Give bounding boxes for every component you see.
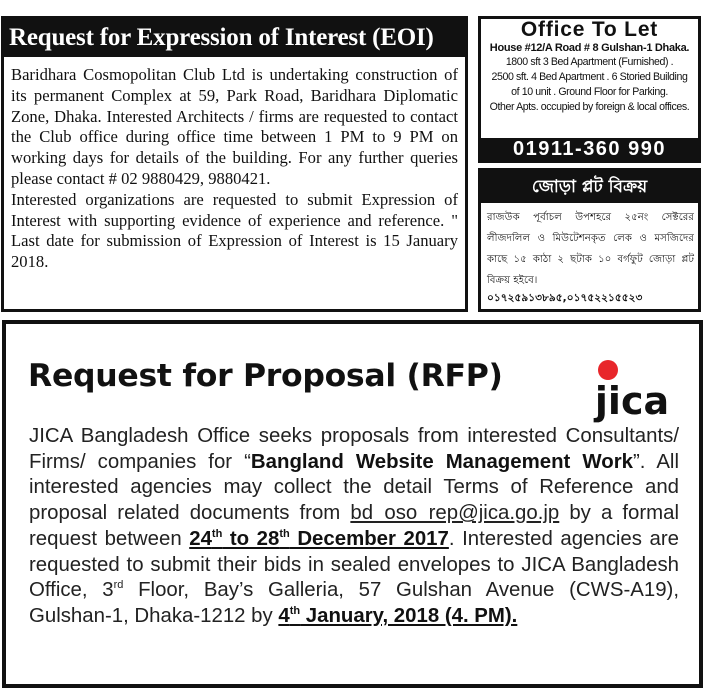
rfp-deadline-suffix: th	[289, 604, 301, 617]
office-detail-3: of 10 unit . Ground Floor for Parking.	[511, 86, 668, 98]
eoi-notice	[1, 16, 468, 312]
rfp-floor-suffix: rd	[113, 579, 124, 592]
rfp-notice	[2, 320, 703, 688]
rfp-start-day: 24	[189, 527, 212, 550]
jica-logo	[582, 344, 682, 426]
rfp-email-link[interactable]: bd_oso_rep@jica.go.jp	[350, 502, 560, 525]
office-detail-1: 1800 sft 3 Bed Apartment (Furnished) .	[505, 56, 674, 68]
rfp-date-range	[189, 528, 449, 550]
rfp-title: Request for Proposal (RFP)	[28, 358, 503, 394]
rfp-body	[29, 424, 679, 630]
rfp-to-text: to 28	[222, 527, 280, 550]
eoi-paragraph-2: Interested organizations are requested to submit Expression of Interest with supporting evidence of experience and reference. " Last date for submission of Expression of Interest is 15 January 2018.	[11, 189, 458, 272]
jica-logo-text: jica	[594, 379, 670, 423]
office-to-let-title: Office To Let	[520, 18, 659, 41]
rfp-text-5: Floor, Bay’s Galleria, 57 Gulshan Avenue (CWS-A19), Gulshan-1, Dhaka-1212 by	[29, 579, 679, 627]
office-detail-4: Other Apts. occupied by foreign & local offices.	[489, 101, 690, 113]
rfp-intro: JICA Bangladesh Office seeks proposals from interested Consultants/ Firms/ companies for “	[29, 425, 679, 473]
rfp-project-name: Bangland Website Management Work	[250, 450, 633, 473]
plot-sale-phones: ০১৭২৫৯১৩৮৯৫,০১৭৫২২১৫৫২৩	[487, 292, 643, 304]
plot-sale-ad	[478, 168, 701, 312]
rfp-deadline	[278, 605, 517, 627]
rfp-start-suffix: th	[211, 527, 223, 540]
office-detail-2: 2500 sft. 4 Bed Apartment . 6 Storied Building	[491, 71, 688, 83]
office-address: House #12/A Road # 8 Gulshan-1 Dhaka.	[489, 42, 690, 54]
eoi-title: Request for Expression of Interest (EOI)	[4, 19, 465, 57]
eoi-paragraph-1: Baridhara Cosmopolitan Club Ltd is undertaking construction of its permanent Complex at 59, Park Road, Baridhara Diplomatic Zone, Dhaka. Interested Architects / firms are requested to contact the Club office during office time between 1 PM to 9 PM on working days for details of the building. For any further queries please contact # 02 9880429, 9880421.	[11, 65, 458, 188]
rfp-end-suffix: th	[279, 527, 290, 540]
plot-sale-title: জোড়া প্লট বিক্রয়	[481, 171, 698, 203]
office-phone: 01911-360 990	[481, 138, 698, 160]
rfp-text-2: ”. All interested agencies may collect the detail Terms of Reference and proposal related documents from	[29, 450, 679, 525]
plot-sale-body: রাজউক পূর্বাচল উপশহরে ২৫নং সেক্টরের লীজদলিল ও মিউটেশনকৃত লেক ও মসজিদের কাছে ১৫ কাঠা ২ ছটাক ১০ বর্গফুট জোড়া প্লট বিক্রয় হইবে।	[487, 212, 694, 286]
rfp-text-3: by a formal request between	[29, 502, 680, 550]
jica-logo-dot	[598, 360, 618, 380]
rfp-text-4: . Interested agencies are requested to submit their bids in sealed envelopes to JICA Bangladesh Office, 3	[29, 527, 680, 602]
rfp-deadline-rest: January, 2018 (4. PM).	[300, 604, 518, 627]
eoi-body	[4, 57, 465, 273]
rfp-deadline-day: 4	[278, 604, 290, 627]
office-to-let-ad	[478, 16, 701, 163]
rfp-end-rest: December 2017	[289, 527, 449, 550]
